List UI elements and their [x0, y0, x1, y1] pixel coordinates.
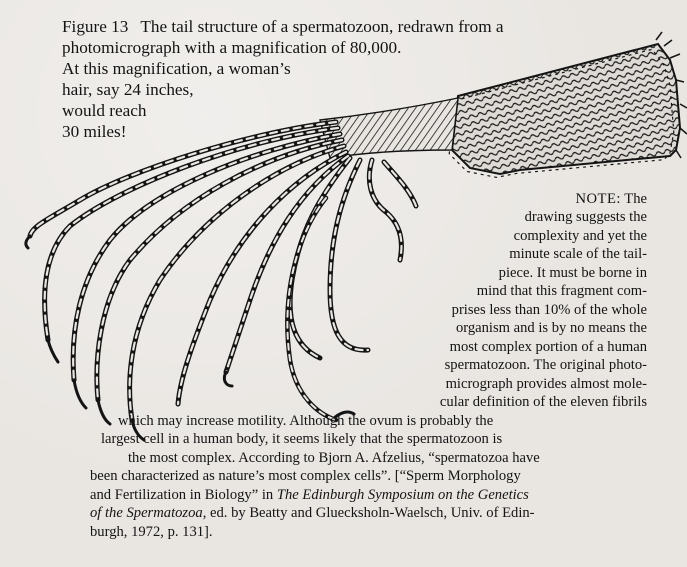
note-line-17-a: and Fertilization in Biology” in: [90, 487, 277, 503]
caption-line-6: 30 miles!: [62, 122, 127, 141]
figure-label: Figure 13: [62, 17, 129, 36]
note-line-19: burgh, 1972, p. 131].: [90, 524, 213, 540]
caption-line-3: At this magnification, a woman’s: [62, 59, 291, 78]
note-line-18-b: , ed. by Beatty and Gluecksholn-Waelsch, Univ. of Edin-: [202, 505, 535, 521]
fibrils: [26, 122, 416, 440]
caption-line-2: photomicrograph with a magnification of 80,000.: [62, 38, 402, 57]
note-line-15: the most complex. According to Bjorn A. Afzelius, “spermatozoa have: [128, 450, 540, 466]
note-line-2: drawing suggests the: [524, 209, 647, 225]
note-line-14: largest cell in a human body, it seems likely that the spermatozoon is: [101, 431, 503, 447]
tail-sheath: [449, 32, 687, 177]
note-line-1-tail: The: [620, 191, 647, 207]
note-line-13: which may increase motility. Although the ovum is probably the: [118, 413, 494, 429]
caption-line-5: would reach: [62, 101, 147, 120]
book-title: The Edinburgh Symposium on the Genetics: [276, 487, 529, 503]
note-line-10: spermatozoon. The original photo-: [444, 357, 647, 373]
note-line-6: mind that this fragment com-: [476, 283, 647, 299]
caption-title: The tail structure of a spermatozoon, redrawn from a: [140, 17, 504, 36]
note-line-5: piece. It must be borne in: [498, 265, 647, 281]
note-line-16: been characterized as nature’s most complex cells”. [“Sperm Morphology: [90, 468, 521, 484]
note-line-17: [90, 486, 529, 505]
note-line-9: most complex portion of a human: [449, 339, 647, 355]
note-line-3: complexity and yet the: [513, 228, 647, 244]
note-line-11: micrograph provides almost mole-: [445, 376, 647, 392]
note-line-8: organism and is by no means the: [455, 320, 647, 336]
book-title-cont: of the Spermatozoa: [90, 505, 203, 521]
note-line-7: prises less than 10% of the whole: [451, 302, 647, 318]
note-line-18: [90, 504, 535, 523]
caption-line-4: hair, say 24 inches,: [62, 80, 194, 99]
note-label: NOTE:: [575, 191, 621, 207]
note-line-12: cular definition of the eleven fibrils: [439, 394, 647, 410]
note-line-4: minute scale of the tail-: [509, 246, 647, 262]
note-line-1: [575, 190, 647, 209]
